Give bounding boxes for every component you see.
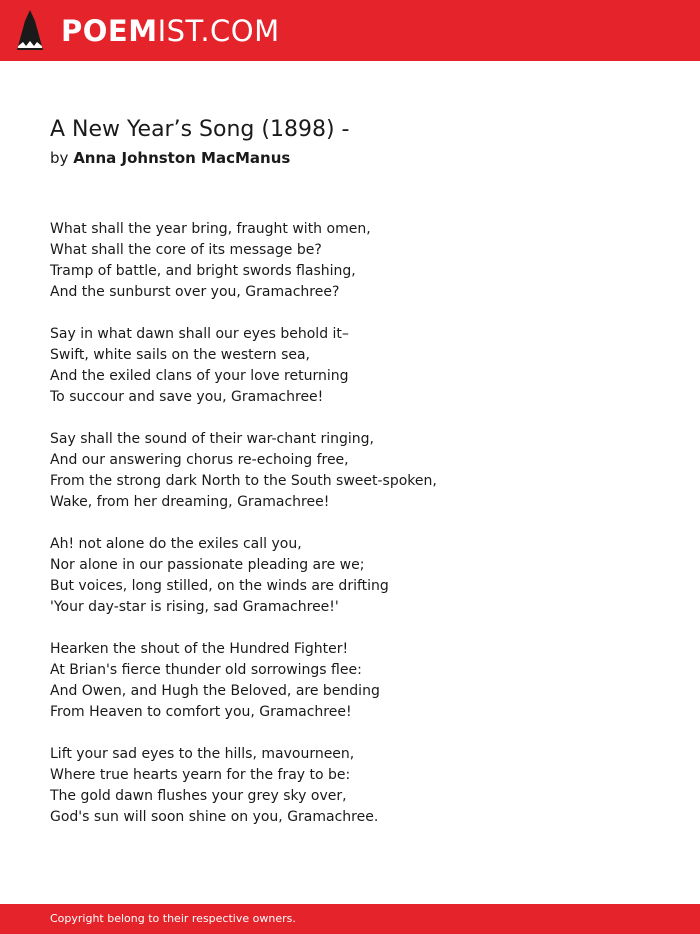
poem-line: God's sun will soon shine on you, Gramachree. <box>50 809 379 825</box>
poem-line: To succour and save you, Gramachree! <box>50 389 324 405</box>
poem-line: Say in what dawn shall our eyes behold it– <box>50 326 349 342</box>
poem-line: And Owen, and Hugh the Beloved, are bending <box>50 683 380 699</box>
poem-line: And the exiled clans of your love returning <box>50 368 349 384</box>
poem-line: Lift your sad eyes to the hills, mavourneen, <box>50 746 355 762</box>
poem-line: Wake, from her dreaming, Gramachree! <box>50 494 330 510</box>
site-header <box>0 0 700 61</box>
poem-line: Hearken the shout of the Hundred Fighter! <box>50 641 349 657</box>
poem-line: Swift, white sails on the western sea, <box>50 347 311 363</box>
poem-line: But voices, long stilled, on the winds are drifting <box>50 578 389 594</box>
site-logo-text <box>61 13 280 48</box>
poem-line: And the sunburst over you, Gramachree? <box>50 284 340 300</box>
poem-line: From Heaven to comfort you, Gramachree! <box>50 704 352 720</box>
site-footer <box>0 904 700 934</box>
copyright-notice: Copyright belong to their respective owners. <box>50 912 296 925</box>
stanza <box>50 639 650 723</box>
pencil-icon <box>17 10 43 52</box>
stanza <box>50 534 650 618</box>
poem-line: The gold dawn flushes your grey sky over, <box>50 788 347 804</box>
poem-line: What shall the year bring, fraught with omen, <box>50 221 371 237</box>
poem-line: Where true hearts yearn for the fray to be: <box>50 767 351 783</box>
poem-body <box>50 219 650 849</box>
poem-line: And our answering chorus re-echoing free, <box>50 452 349 468</box>
poem-line: From the strong dark North to the South sweet-spoken, <box>50 473 437 489</box>
poem-line: 'Your day-star is rising, sad Gramachree!' <box>50 599 339 615</box>
poem-title: A New Year’s Song (1898) - <box>50 117 350 142</box>
poem-line: What shall the core of its message be? <box>50 242 322 258</box>
logo-text-bold: POEM <box>61 13 158 48</box>
stanza <box>50 744 650 828</box>
stanza <box>50 324 650 408</box>
by-label: by <box>50 149 69 167</box>
byline <box>50 149 290 167</box>
poem-line: Ah! not alone do the exiles call you, <box>50 536 302 552</box>
poem-line: Nor alone in our passionate pleading are we; <box>50 557 365 573</box>
stanza <box>50 429 650 513</box>
author-name: Anna Johnston MacManus <box>73 149 291 167</box>
stanza <box>50 219 650 303</box>
poem-line: At Brian's fierce thunder old sorrowings flee: <box>50 662 362 678</box>
site-logo-link[interactable] <box>17 9 280 53</box>
poem-line: Tramp of battle, and bright swords flashing, <box>50 263 356 279</box>
logo-text-light: IST.COM <box>157 13 280 48</box>
poem-line: Say shall the sound of their war-chant ringing, <box>50 431 374 447</box>
